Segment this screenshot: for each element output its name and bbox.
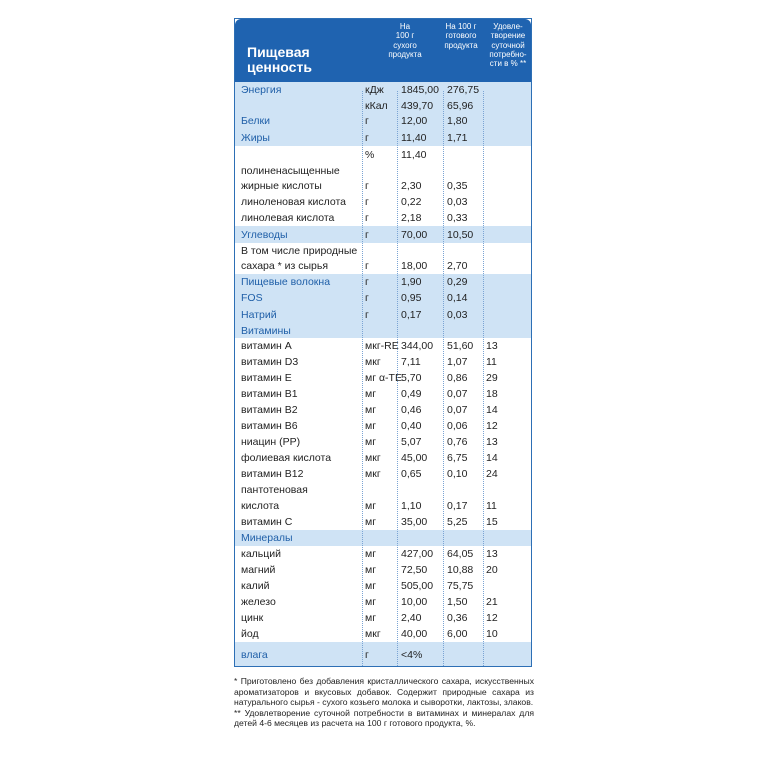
table-row (235, 402, 531, 418)
unit-cell: г (365, 276, 369, 288)
nutrient-name: витамин В6 (241, 420, 298, 432)
nutrient-name: калий (241, 580, 270, 592)
value-dry-cell: 45,00 (401, 452, 428, 464)
daily-percent-cell: 18 (486, 388, 498, 400)
nutrient-name: витамин В2 (241, 404, 298, 416)
value-ready-cell: 0,03 (447, 196, 468, 208)
nutrient-name: сахара * из сырья (241, 260, 329, 272)
column-divider (483, 91, 484, 666)
value-dry-cell: 35,00 (401, 516, 428, 528)
nutrient-name: Жиры (241, 131, 270, 144)
table-row (235, 306, 531, 323)
unit-cell: г (365, 649, 369, 661)
unit-cell: мг (365, 420, 377, 432)
value-ready-cell: 0,10 (447, 468, 468, 480)
unit-cell: мкг-RE (365, 340, 399, 352)
footnote-daily-need: ** Удовлетворение суточной потребности в витаминах и минералах для детей 4-6 месяцев из расчета на 100 г готового продукта, %. (234, 707, 534, 728)
unit-cell: мг (365, 548, 377, 560)
unit-cell: мкг (365, 452, 381, 464)
nutrient-name: витамин D3 (241, 356, 299, 368)
table-row (235, 210, 531, 226)
value-dry-cell: 0,40 (401, 420, 422, 432)
value-dry-cell: 11,40 (401, 148, 427, 161)
value-dry-cell: <4% (401, 649, 423, 661)
nutrient-name: Энергия (241, 84, 282, 96)
value-ready-cell: 51,60 (447, 340, 474, 352)
table-row (235, 530, 531, 546)
value-ready-cell: 0,86 (447, 372, 468, 384)
value-dry-cell: 1,10 (401, 500, 422, 512)
column-divider (443, 91, 444, 666)
unit-cell: мг (365, 612, 377, 624)
unit-cell: г (365, 292, 369, 304)
unit-cell: мг (365, 388, 377, 400)
nutrient-name: полиненасыщенные (241, 164, 340, 177)
value-dry-cell: 72,50 (401, 564, 428, 576)
nutrient-name: Углеводы (241, 228, 288, 241)
value-ready-cell: 276,75 (447, 84, 480, 96)
column-divider (397, 91, 398, 666)
value-ready-cell: 0,07 (447, 388, 468, 400)
nutrient-name: FOS (241, 292, 263, 304)
table-row (235, 642, 531, 667)
value-ready-cell: 0,29 (447, 276, 468, 288)
value-ready-cell: 0,03 (447, 308, 468, 321)
table-row (235, 626, 531, 642)
value-dry-cell: 7,11 (401, 356, 421, 368)
nutrient-name: линолевая кислота (241, 212, 335, 224)
unit-cell: г (365, 131, 369, 144)
nutrient-name: пантотеновая (241, 484, 308, 496)
column-header-dry: На 100 г сухого продукта (388, 22, 422, 59)
value-dry-cell: 18,00 (401, 260, 428, 272)
value-ready-cell: 10,88 (447, 564, 474, 576)
unit-cell: мг α-TE (365, 372, 402, 384)
value-dry-cell: 5,70 (401, 372, 422, 384)
footnote-sugar: * Приготовлено без добавления кристаллического сахара, искусственных ароматизаторов и вкусовых добавок. Содержит природные сахара из натурального сырья - сухого козьего молока и сыворотки, лактозы, злаков. (234, 676, 534, 707)
unit-cell: мг (365, 596, 377, 608)
daily-percent-cell: 24 (486, 468, 498, 480)
value-ready-cell: 0,76 (447, 436, 468, 448)
unit-cell: г (365, 260, 369, 272)
value-dry-cell: 1845,00 (401, 84, 439, 96)
nutrient-name: цинк (241, 612, 264, 624)
daily-percent-cell: 13 (486, 436, 498, 448)
unit-cell: мг (365, 580, 377, 592)
unit-cell: мг (365, 404, 377, 416)
unit-cell: мг (365, 436, 377, 448)
nutrient-name: витамин А (241, 340, 292, 352)
table-row (235, 354, 531, 370)
nutrient-name: витамин Е (241, 372, 292, 384)
unit-cell: мг (365, 564, 377, 576)
value-ready-cell: 0,35 (447, 180, 468, 192)
value-dry-cell: 5,07 (401, 436, 422, 448)
value-ready-cell: 6,00 (447, 628, 468, 640)
nutrient-name: витамин В12 (241, 468, 304, 480)
value-dry-cell: 505,00 (401, 580, 434, 592)
table-row (235, 290, 531, 306)
nutrition-table (234, 18, 532, 667)
table-row (235, 194, 531, 210)
value-dry-cell: 427,00 (401, 548, 434, 560)
column-header-ready: На 100 г готового продукта (444, 22, 478, 50)
table-row (235, 610, 531, 626)
nutrient-name: жирные кислоты (241, 180, 322, 192)
table-row (235, 562, 531, 578)
value-dry-cell: 11,40 (401, 131, 427, 144)
value-dry-cell: 0,22 (401, 196, 422, 208)
nutrient-name: кальций (241, 548, 282, 560)
unit-cell: мкг (365, 628, 381, 640)
value-ready-cell: 5,25 (447, 516, 468, 528)
unit-cell: % (365, 148, 375, 161)
nutrient-name: йод (241, 628, 259, 640)
value-ready-cell: 1,71 (447, 131, 468, 144)
table-row (235, 450, 531, 466)
nutrient-name: Пищевые волокна (241, 276, 331, 288)
nutrient-name: железо (241, 596, 276, 608)
value-dry-cell: 0,49 (401, 388, 422, 400)
value-ready-cell: 0,33 (447, 212, 468, 224)
daily-percent-cell: 11 (486, 356, 497, 368)
daily-percent-cell: 20 (486, 564, 498, 576)
table-row (235, 466, 531, 482)
unit-cell: мг (365, 516, 377, 528)
nutrient-name: линоленовая кислота (241, 196, 346, 208)
nutrient-name: фолиевая кислота (241, 452, 332, 464)
nutrient-name: ниацин (PP) (241, 436, 301, 448)
nutrient-name: Белки (241, 115, 270, 127)
unit-cell: кДж (365, 84, 384, 96)
table-row (235, 594, 531, 610)
daily-percent-cell: 21 (486, 596, 498, 608)
value-ready-cell: 64,05 (447, 548, 474, 560)
value-dry-cell: 0,46 (401, 404, 422, 416)
daily-percent-cell: 14 (486, 452, 498, 464)
column-divider (362, 91, 363, 666)
footnotes (234, 676, 534, 729)
daily-percent-cell: 15 (486, 516, 498, 528)
value-dry-cell: 439,70 (401, 99, 434, 112)
value-ready-cell: 0,14 (447, 292, 468, 304)
table-row (235, 258, 531, 274)
value-dry-cell: 0,65 (401, 468, 422, 480)
value-ready-cell: 65,96 (447, 99, 474, 112)
daily-percent-cell: 11 (486, 500, 497, 512)
unit-cell: мкг (365, 468, 381, 480)
daily-percent-cell: 12 (486, 612, 498, 624)
table-row (235, 98, 531, 113)
table-row (235, 113, 531, 129)
table-row (235, 370, 531, 386)
table-row (235, 514, 531, 530)
table-title: Пищевая ценность (247, 44, 312, 75)
unit-cell: г (365, 180, 369, 192)
value-dry-cell: 12,00 (401, 115, 428, 127)
value-dry-cell: 40,00 (401, 628, 428, 640)
nutrient-name: витамин С (241, 516, 293, 528)
nutrient-name: В том числе природные (241, 244, 358, 257)
nutrient-name: Витамины (241, 324, 291, 337)
value-ready-cell: 2,70 (447, 260, 468, 272)
value-dry-cell: 70,00 (401, 228, 428, 241)
nutrient-name: магний (241, 564, 276, 576)
table-row (235, 226, 531, 243)
value-ready-cell: 1,50 (447, 596, 468, 608)
value-dry-cell: 2,40 (401, 612, 422, 624)
value-dry-cell: 0,17 (401, 308, 422, 321)
unit-cell: мкг (365, 356, 381, 368)
daily-percent-cell: 10 (486, 628, 498, 640)
nutrient-name: Минералы (241, 532, 293, 544)
value-ready-cell: 75,75 (447, 580, 474, 592)
table-row (235, 163, 531, 178)
value-ready-cell: 1,80 (447, 115, 468, 127)
table-row (235, 418, 531, 434)
table-row (235, 498, 531, 514)
table-row (235, 434, 531, 450)
unit-cell: г (365, 228, 369, 241)
table-row (235, 323, 531, 338)
value-dry-cell: 344,00 (401, 340, 434, 352)
value-ready-cell: 0,17 (447, 500, 468, 512)
value-ready-cell: 6,75 (447, 452, 468, 464)
nutrient-name: влага (241, 649, 268, 661)
column-header-daily: Удовле- творение суточной потребно- сти в % ** (489, 22, 527, 69)
value-ready-cell: 0,06 (447, 420, 468, 432)
value-ready-cell: 0,07 (447, 404, 468, 416)
nutrient-name: Натрий (241, 308, 277, 321)
table-row (235, 386, 531, 402)
unit-cell: кКал (365, 99, 388, 112)
value-dry-cell: 2,18 (401, 212, 422, 224)
daily-percent-cell: 13 (486, 548, 498, 560)
unit-cell: г (365, 115, 369, 127)
table-row (235, 129, 531, 146)
table-row (235, 338, 531, 354)
table-row (235, 146, 531, 163)
value-dry-cell: 10,00 (401, 596, 428, 608)
value-dry-cell: 0,95 (401, 292, 422, 304)
value-ready-cell: 1,07 (447, 356, 468, 368)
value-ready-cell: 10,50 (447, 228, 474, 241)
table-row (235, 578, 531, 594)
table-row (235, 178, 531, 194)
value-dry-cell: 2,30 (401, 180, 422, 192)
value-ready-cell: 0,36 (447, 612, 468, 624)
unit-cell: г (365, 308, 369, 321)
table-row (235, 546, 531, 562)
daily-percent-cell: 12 (486, 420, 498, 432)
unit-cell: г (365, 196, 369, 208)
value-dry-cell: 1,90 (401, 276, 422, 288)
daily-percent-cell: 29 (486, 372, 498, 384)
daily-percent-cell: 14 (486, 404, 498, 416)
unit-cell: г (365, 212, 369, 224)
table-row (235, 243, 531, 258)
nutrient-name: кислота (241, 500, 280, 512)
nutrient-name: витамин В1 (241, 388, 298, 400)
daily-percent-cell: 13 (486, 340, 498, 352)
table-row (235, 82, 531, 98)
table-row (235, 482, 531, 498)
unit-cell: мг (365, 500, 377, 512)
table-header (235, 19, 531, 91)
table-row (235, 274, 531, 290)
